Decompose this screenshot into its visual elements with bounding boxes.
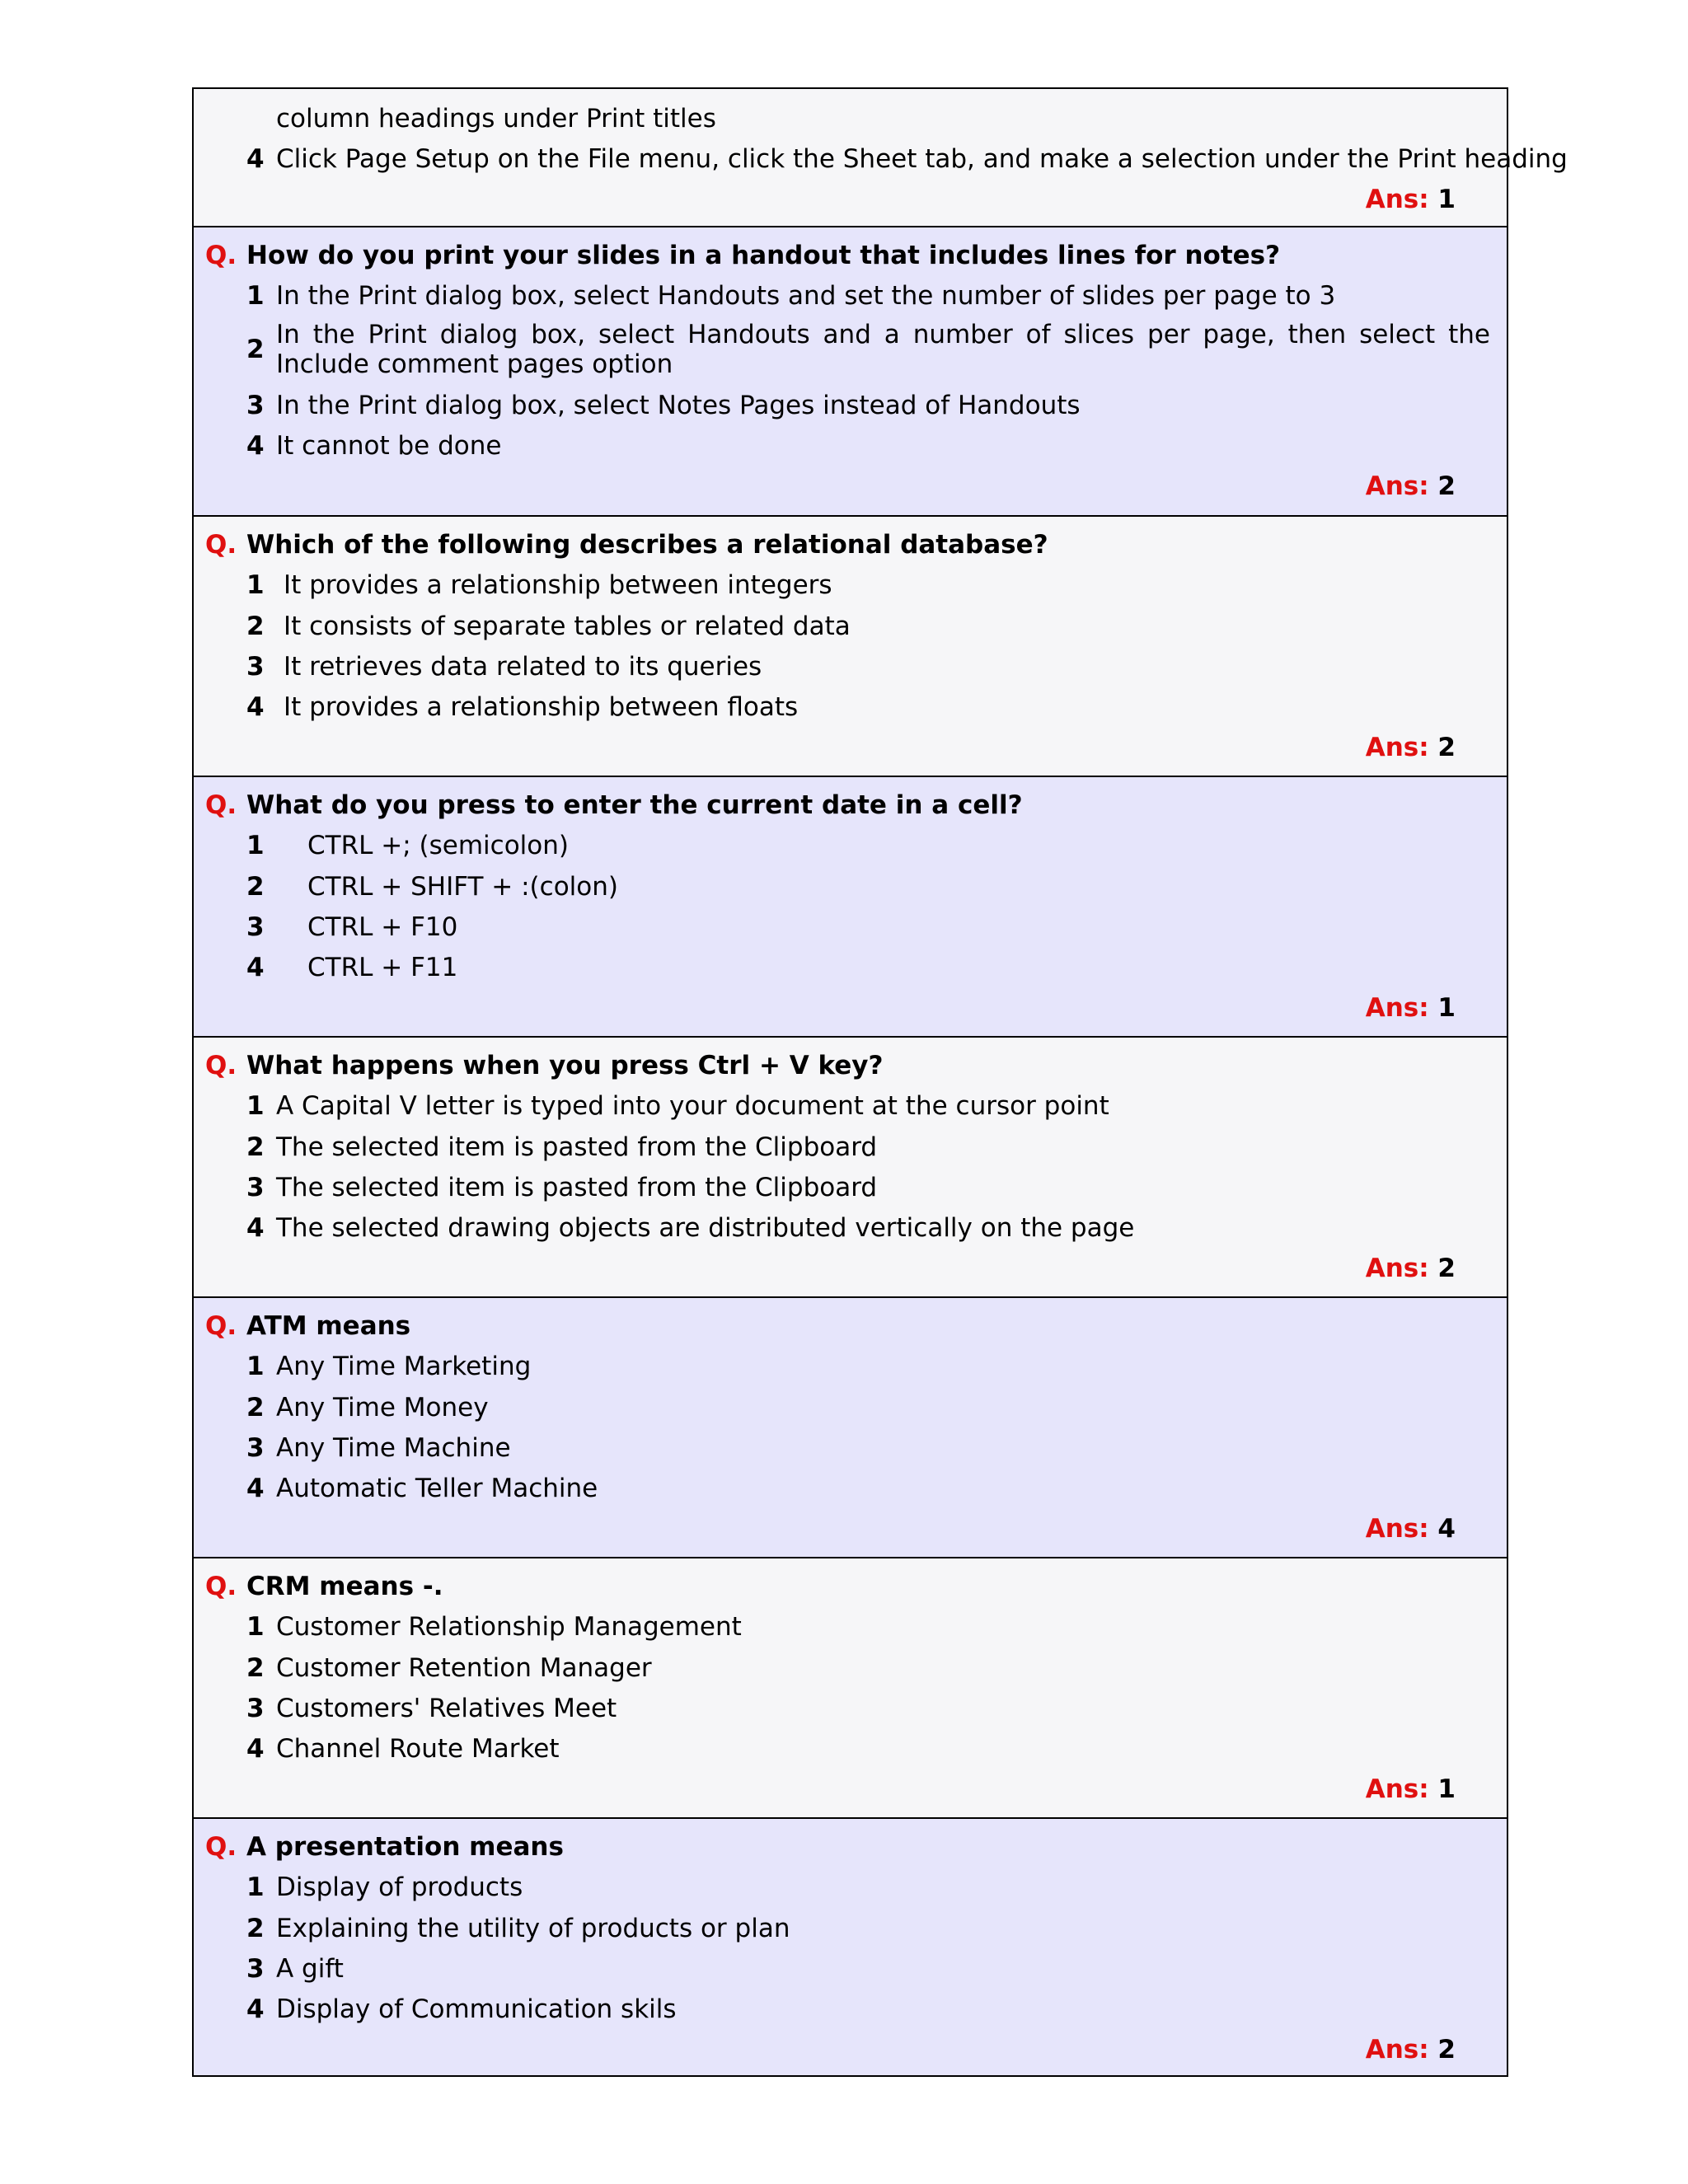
option-number: 2 <box>246 1653 265 1683</box>
option-text: Customer Relationship Management <box>276 1612 742 1642</box>
question-block <box>194 515 1507 776</box>
option-text: CTRL +; (semicolon) <box>307 831 569 860</box>
question-marker: Q. <box>205 1051 237 1080</box>
answer-label: Ans: <box>1365 993 1429 1023</box>
option-number: 3 <box>246 912 265 942</box>
option-text: CTRL + F11 <box>307 953 458 982</box>
option-row <box>246 1993 1490 2026</box>
option-number: 4 <box>246 431 265 461</box>
question-text: ATM means <box>246 1311 411 1341</box>
option-number: 3 <box>246 1954 265 1984</box>
option-text: It cannot be done <box>276 431 502 461</box>
answer <box>1366 991 1456 1024</box>
option-row <box>246 1171 1490 1204</box>
option-text: Click Page Setup on the File menu, click the Sheet tab, and make a selection under the Print heading <box>276 144 1568 174</box>
answer <box>1366 1512 1456 1545</box>
question-row <box>205 528 1490 561</box>
question-text: CRM means -. <box>246 1572 443 1601</box>
question-row <box>205 239 1490 272</box>
question-text: What do you press to enter the current date in a cell? <box>246 790 1023 820</box>
option-text: In the Print dialog box, select Notes Pages instead of Handouts <box>276 391 1081 420</box>
option-text: It retrieves data related to its queries <box>284 652 762 682</box>
answer-value: 2 <box>1437 471 1456 501</box>
question-block <box>194 1036 1507 1296</box>
option-text: A Capital V letter is typed into your document at the cursor point <box>276 1091 1109 1121</box>
option-number: 2 <box>246 335 265 364</box>
question-row <box>205 1049 1490 1082</box>
question-block <box>194 226 1507 515</box>
option-row <box>246 279 1490 312</box>
question-block <box>194 1296 1507 1557</box>
answer-value: 2 <box>1437 1254 1456 1283</box>
option-text: Explaining the utility of products or plan <box>276 1914 790 1943</box>
option-text: It provides a relationship between integers <box>284 570 832 600</box>
answer <box>1366 1773 1456 1806</box>
answer-value: 1 <box>1437 185 1456 214</box>
option-row <box>246 650 1490 683</box>
option-text: Any Time Money <box>276 1393 489 1422</box>
option-row <box>246 1610 1490 1643</box>
question-row <box>205 1310 1490 1343</box>
option-text: Automatic Teller Machine <box>276 1474 598 1503</box>
option-row <box>246 1391 1490 1424</box>
answer-label: Ans: <box>1365 2035 1429 2064</box>
question-row <box>205 1830 1490 1863</box>
question-text: A presentation means <box>246 1832 564 1862</box>
option-number: 3 <box>246 1173 265 1202</box>
option-text: Any Time Machine <box>276 1433 511 1463</box>
question-marker: Q. <box>205 1832 237 1862</box>
option-row <box>246 429 1490 462</box>
answer <box>1366 470 1456 503</box>
option-row <box>246 143 1568 176</box>
question-row <box>205 1570 1490 1603</box>
option-text: Any Time Marketing <box>276 1352 532 1381</box>
answer-label: Ans: <box>1365 185 1429 214</box>
answer-label: Ans: <box>1365 1254 1429 1283</box>
option-number: 4 <box>246 1213 265 1243</box>
option-row <box>246 951 1490 984</box>
answer <box>1366 1252 1456 1285</box>
option-number: 2 <box>246 612 265 641</box>
answer-value: 4 <box>1437 1514 1456 1544</box>
option-row <box>246 389 1490 422</box>
option-row <box>246 610 1490 643</box>
question-text: Which of the following describes a relational database? <box>246 530 1048 560</box>
option-row <box>246 1350 1490 1383</box>
option-row <box>246 1912 1490 1945</box>
question-marker: Q. <box>205 1572 237 1601</box>
option-row <box>246 1692 1490 1725</box>
option-text: The selected drawing objects are distributed vertically on the page <box>276 1213 1135 1243</box>
option-row <box>246 911 1490 944</box>
question-text: What happens when you press Ctrl + V key? <box>246 1051 884 1080</box>
question-block <box>194 1817 1507 2075</box>
question-block <box>194 776 1507 1036</box>
option-row <box>246 1871 1490 1904</box>
question-marker: Q. <box>205 790 237 820</box>
answer-label: Ans: <box>1365 1774 1429 1804</box>
question-row <box>205 789 1490 822</box>
question-block-continuation <box>194 89 1568 226</box>
option-row <box>246 1652 1490 1685</box>
option-number: 4 <box>246 1734 265 1764</box>
option-number: 3 <box>246 391 265 420</box>
option-number: 1 <box>246 281 265 311</box>
option-row <box>246 691 1490 724</box>
answer-label: Ans: <box>1365 471 1429 501</box>
option-text: Display of products <box>276 1872 523 1902</box>
option-text: It consists of separate tables or related data <box>284 612 851 641</box>
question-text: How do you print your slides in a handout that includes lines for notes? <box>246 241 1281 270</box>
option-number: 2 <box>246 872 265 902</box>
question-sheet <box>192 87 1568 2077</box>
option-text: CTRL + SHIFT + :(colon) <box>307 872 618 902</box>
question-marker: Q. <box>205 1311 237 1341</box>
option-number: 1 <box>246 1612 265 1642</box>
option-number: 2 <box>246 1393 265 1422</box>
option-number: 4 <box>246 953 265 982</box>
option-number: 1 <box>246 831 265 860</box>
option-row <box>246 1952 1490 1985</box>
option-number: 3 <box>246 1694 265 1723</box>
option-number: 2 <box>246 1914 265 1943</box>
option-text: Customers' Relatives Meet <box>276 1694 617 1723</box>
option-row <box>246 1472 1490 1505</box>
option-number: 1 <box>246 1352 265 1381</box>
option-text: CTRL + F10 <box>307 912 458 942</box>
option-number: 1 <box>246 1091 265 1121</box>
option-row <box>246 1090 1490 1122</box>
option-row <box>246 1131 1490 1164</box>
answer <box>1366 731 1456 764</box>
option-row <box>246 1432 1490 1465</box>
option-text: Channel Route Market <box>276 1734 560 1764</box>
option-number: 4 <box>246 1474 265 1503</box>
option-number: 1 <box>246 570 265 600</box>
option-row <box>246 569 1490 602</box>
option-number: 1 <box>246 1872 265 1902</box>
option-number: 4 <box>246 144 265 174</box>
option-number: 3 <box>246 652 265 682</box>
option-text: column headings under Print titles <box>276 104 716 134</box>
option-text: It provides a relationship between floats <box>284 692 799 722</box>
option-row <box>246 1732 1490 1765</box>
option-text: In the Print dialog box, select Handouts and a number of slices per page, then select the Include comment pages option <box>276 320 1490 379</box>
option-text: Customer Retention Manager <box>276 1653 652 1683</box>
question-block <box>194 1557 1507 1817</box>
answer <box>1366 2033 1456 2066</box>
option-text: In the Print dialog box, select Handouts and set the number of slides per page to 3 <box>276 281 1336 311</box>
question-marker: Q. <box>205 530 237 560</box>
answer-label: Ans: <box>1365 733 1429 762</box>
option-number: 3 <box>246 1433 265 1463</box>
answer-value: 1 <box>1437 1774 1456 1804</box>
answer-value: 2 <box>1437 733 1456 762</box>
option-row <box>246 318 1490 381</box>
option-row <box>246 870 1490 903</box>
option-text: Display of Communication skils <box>276 1994 677 2024</box>
option-row <box>246 102 1490 135</box>
option-number: 4 <box>246 1994 265 2024</box>
option-number: 2 <box>246 1132 265 1162</box>
option-row <box>246 1212 1490 1244</box>
option-row <box>246 829 1490 862</box>
option-text: The selected item is pasted from the Clipboard <box>276 1173 878 1202</box>
answer-label: Ans: <box>1365 1514 1429 1544</box>
answer <box>1366 183 1456 216</box>
question-marker: Q. <box>205 241 237 270</box>
answer-value: 1 <box>1437 993 1456 1023</box>
option-text: The selected item is pasted from the Clipboard <box>276 1132 878 1162</box>
option-number: 4 <box>246 692 265 722</box>
option-text: A gift <box>276 1954 344 1984</box>
answer-value: 2 <box>1437 2035 1456 2064</box>
